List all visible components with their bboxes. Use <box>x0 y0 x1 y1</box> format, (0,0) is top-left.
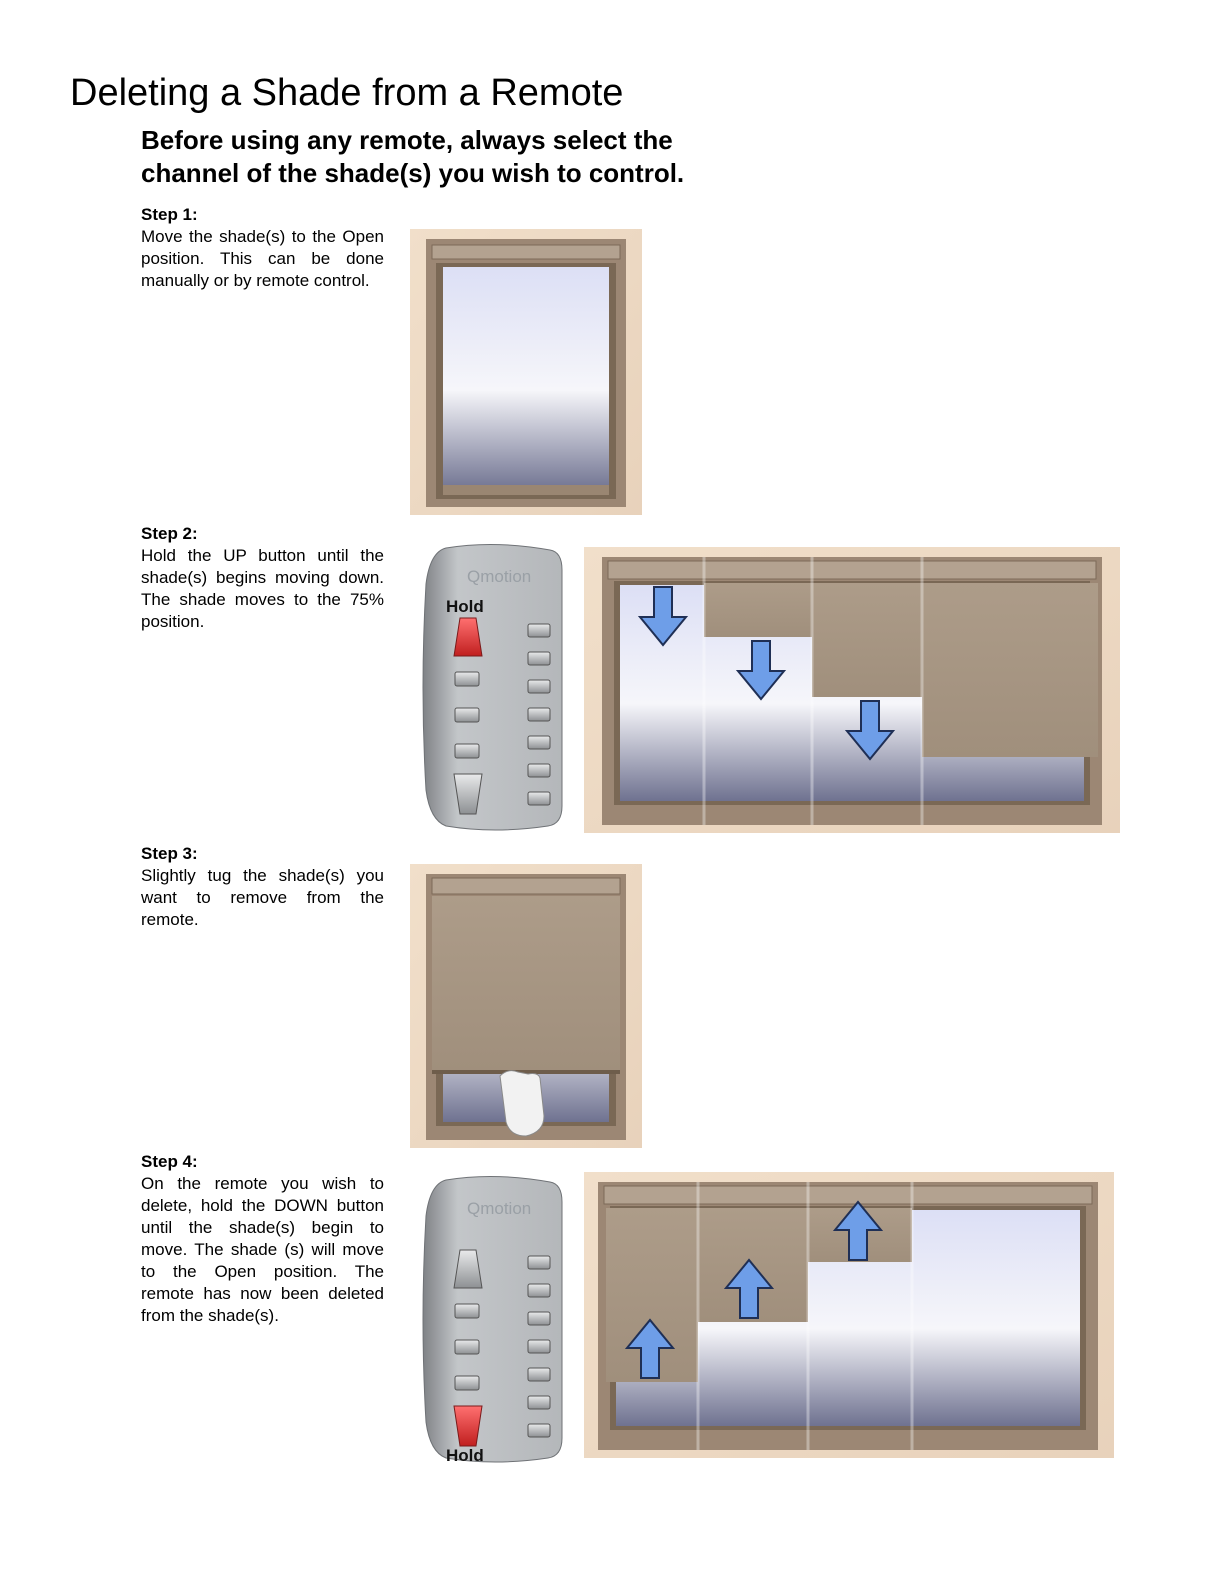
step-4-text: On the remote you wish to delete, hold the DOWN button until the shade(s) begin to move. The shade (s) will move to the Open position. The remote has now been deleted from the shade(s). <box>141 1174 384 1325</box>
step-3-text: Slightly tug the shade(s) you want to remove from the remote. <box>141 866 384 929</box>
remote-control-step-4 <box>420 1172 568 1468</box>
preset-button[interactable] <box>455 1304 479 1318</box>
step-4-label: Step 4: <box>141 1152 198 1171</box>
page-title: Deleting a Shade from a Remote <box>70 72 624 114</box>
tug-shade-illustration <box>410 864 642 1148</box>
qmotion-logo: Qmotion <box>467 1199 532 1218</box>
hold-label: Hold <box>446 597 484 616</box>
preset-button[interactable] <box>455 1376 479 1390</box>
hold-label: Hold <box>446 1446 484 1465</box>
preset-button[interactable] <box>455 672 479 686</box>
remote-control-step-2 <box>420 540 568 836</box>
shade-lowering-illustration <box>584 547 1120 833</box>
page-subtitle: Before using any remote, always select the channel of the shade(s) you wish to control. <box>141 125 685 188</box>
step-1-text: Move the shade(s) to the Open position. This can be done manually or by remote control. <box>141 227 384 290</box>
step-3-label: Step 3: <box>141 844 198 863</box>
preset-button[interactable] <box>455 708 479 722</box>
step-2-label: Step 2: <box>141 524 198 543</box>
step-2-text: Hold the UP button until the shade(s) begins moving down. The shade moves to the 75% position. <box>141 546 384 631</box>
qmotion-logo: Qmotion <box>467 567 532 586</box>
shade-raising-illustration <box>584 1172 1114 1458</box>
open-window-illustration <box>410 229 642 515</box>
step-1-label: Step 1: <box>141 205 198 224</box>
preset-button[interactable] <box>455 1340 479 1354</box>
preset-button[interactable] <box>455 744 479 758</box>
